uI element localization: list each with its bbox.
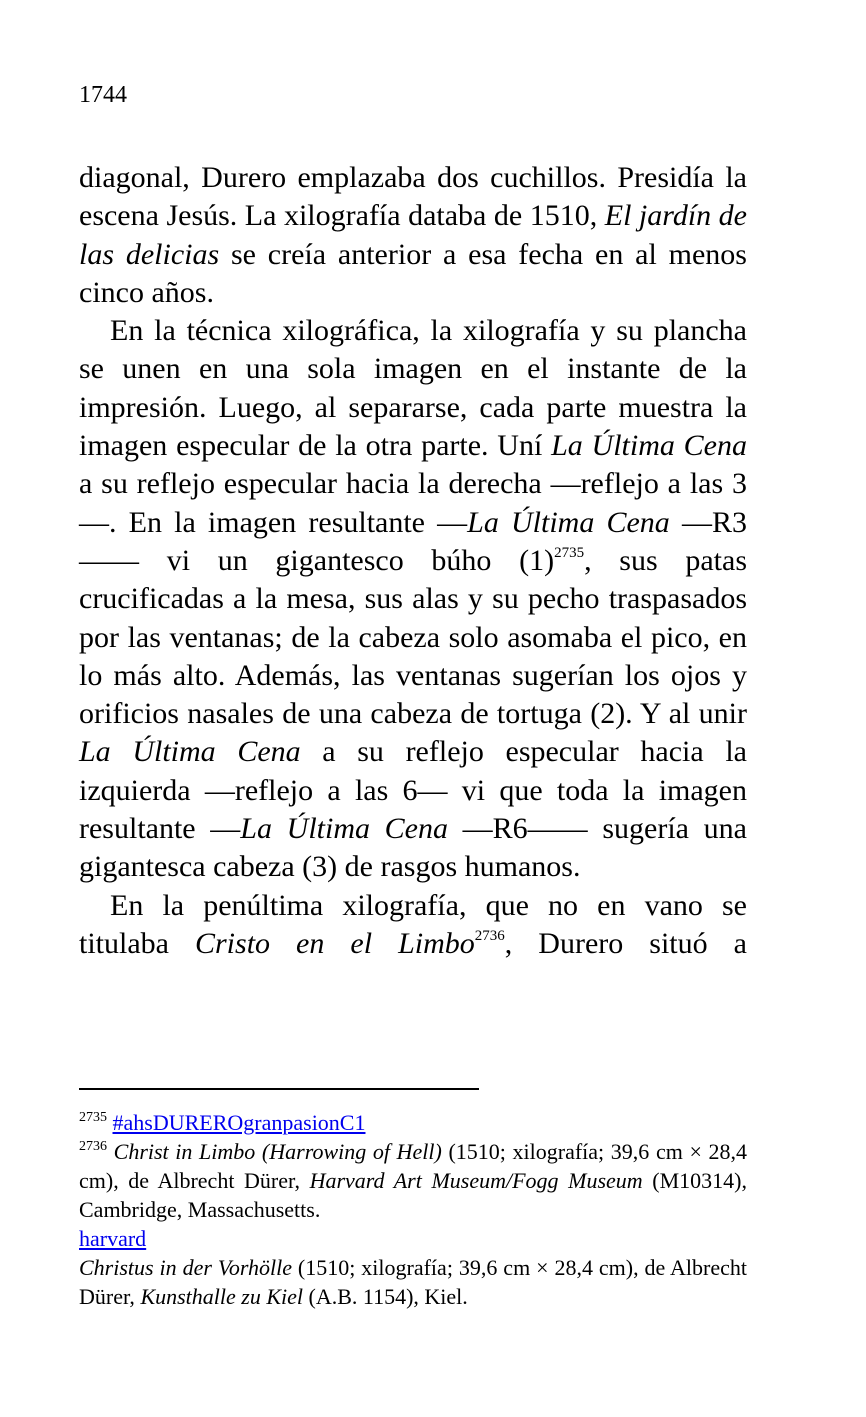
footnote-mark: 2736 <box>79 1139 107 1154</box>
artwork-title: La Última Cena <box>240 812 448 846</box>
footnote-link[interactable]: #ahsDUREROgranpasionC1 <box>112 1110 366 1135</box>
text: En la penúltima xilografía, que no en vano se titulaba <box>79 888 747 960</box>
paragraph-3 <box>79 887 747 964</box>
museum-name: Kunsthalle zu Kiel <box>140 1284 303 1309</box>
footnote-mark: 2735 <box>79 1110 107 1125</box>
footnote-ref-2735[interactable]: 2735 <box>554 544 585 561</box>
footnote-2736 <box>79 1137 747 1224</box>
artwork-title: El jardín de las delicias <box>79 199 747 271</box>
footnote-2736-continued <box>79 1253 747 1311</box>
artwork-title: Cristo en el Limbo <box>195 926 475 960</box>
footnotes <box>79 1108 747 1311</box>
text: (A.B. 1154), Kiel. <box>303 1284 468 1309</box>
body-text <box>79 159 747 963</box>
artwork-title: Christus in der Vorhölle <box>79 1255 292 1280</box>
text: se creía anterior a esa fecha en al menos cinco años. <box>79 237 747 309</box>
text: (1510; xilografía; 39,6 cm × 28,4 cm), de Albrecht Dürer, <box>79 1255 747 1309</box>
text: (M10314), Cambridge, Massachusetts. <box>79 1168 747 1222</box>
artwork-title: La Última Cena <box>467 505 670 539</box>
artwork-title: La Última Cena <box>551 429 747 463</box>
artwork-title: La Última Cena <box>79 735 301 769</box>
footnote-divider <box>79 1088 479 1090</box>
text: a su reflejo especular hacia la izquierda —reflejo a las 6— vi que toda la imagen resultante — <box>79 735 747 846</box>
footnote-2735 <box>79 1108 747 1137</box>
artwork-title: Christ in Limbo (Harrowing of Hell) <box>113 1139 442 1164</box>
text: diagonal, Durero emplazaba dos cuchillos. Presidía la escena Jesús. La xilografía databa de 1510, <box>79 161 747 233</box>
museum-name: Harvard Art Museum/Fogg Museum <box>309 1168 643 1193</box>
footnote-link-line <box>79 1224 747 1253</box>
text: —R6—— sugería una gigantesca cabeza (3) de rasgos humanos. <box>79 812 747 884</box>
footnote-link[interactable]: harvard <box>79 1226 147 1251</box>
footnote-ref-2736[interactable]: 2736 <box>474 927 505 944</box>
text: (1510; xilografía; 39,6 cm × 28,4 cm), de Albrecht Dürer, <box>79 1139 748 1193</box>
text: a su reflejo especular hacia la derecha —reflejo a las 3—. En la imagen resultante — <box>79 467 747 539</box>
paragraph-1 <box>79 159 747 312</box>
paragraph-2 <box>79 312 747 886</box>
page-number: 1744 <box>79 82 127 108</box>
text: —R3—— vi un gigantesco búho (1) <box>79 505 747 577</box>
text: , sus patas crucificadas a la mesa, sus alas y su pecho traspasados por las ventanas; de la cabeza solo asomaba el pico, en lo más alto. Además, las ventanas sugerían los ojos y orificios nasales de una cabeza de tortuga (2). Y al unir <box>79 543 747 731</box>
text: , Durero situó a <box>504 926 747 960</box>
text: En la técnica xilográfica, la xilografía y su plancha se unen en una sola imagen en el instante de la impresión. Luego, al separarse, cada parte muestra la imagen especular de la otra parte. Uní <box>79 314 747 463</box>
